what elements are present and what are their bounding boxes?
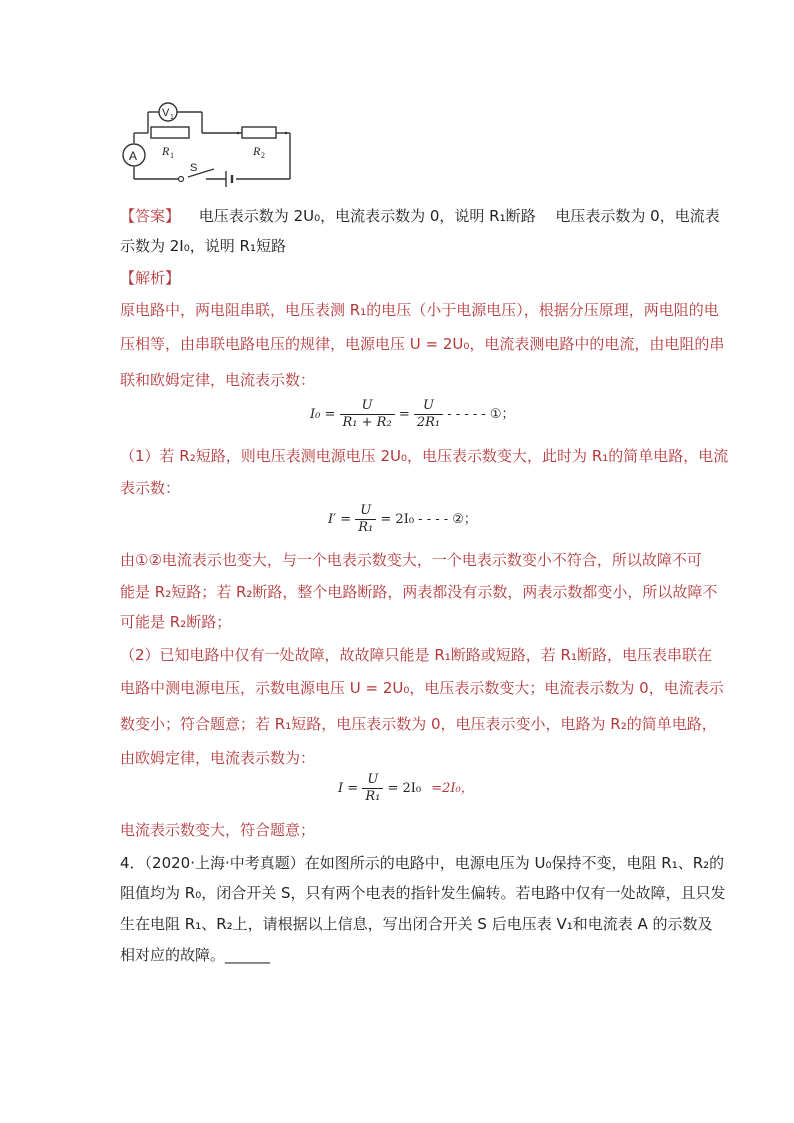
analysis-p4-line2: 电路中测电源电压，示数电源电压 U = 2U₀，电压表示数变大；电流表示数为 0，电流表示 — [120, 679, 724, 697]
question-line-1: 4．（2020·上海·中考真题）在如图所示的电路中，电源电压为 U₀保持不变，电阻 R₁、R₂的 — [120, 854, 725, 872]
analysis-p5: 电流表示数变大，符合题意； — [120, 821, 316, 839]
f2-tail: = 2I₀ - - - - ②； — [380, 512, 477, 527]
analysis-p3-line2: 能是 R₂短路；若 R₂断路，整个电路断路，两表都没有示数，两表示数都变小，所以故障不 — [120, 583, 718, 601]
resistor-r2 — [242, 127, 276, 138]
analysis-p1-line1: 原电路中，两电阻串联，电压表测 R₁的电压（小于电源电压），根据分压原理，两电阻的电 — [120, 301, 719, 319]
answer-line-2: 示数为 2I₀，说明 R₁短路 — [120, 237, 286, 255]
switch-icon — [179, 177, 184, 182]
f2-num: U — [355, 503, 376, 520]
formula-1 — [310, 398, 515, 431]
f1-left: I₀ = — [310, 407, 336, 422]
answer-line-1 — [120, 204, 720, 228]
analysis-p2-line2: 表示数： — [120, 479, 181, 497]
r1-sub: 1 — [170, 151, 174, 160]
resistor-r1 — [151, 127, 189, 138]
r1-label: R — [162, 144, 170, 158]
f2-den: R₁ — [358, 520, 374, 535]
question-line-2: 阻值均为 R₀，闭合开关 S，只有两个电表的指针发生偏转。若电路中仅有一处故障，且只发 — [120, 884, 726, 902]
f3-fraction — [362, 772, 383, 805]
f3-tail: =2I₀， — [431, 781, 474, 796]
f1-tail: - - - - - ①； — [447, 407, 515, 422]
analysis-p4-line4: 由欧姆定律，电流表示数为： — [120, 749, 316, 767]
analysis-p1-line3: 联和欧姆定律，电流表示数： — [120, 371, 316, 389]
analysis-p3-line1: 由①②电流表示也变大，与一个电表示数变大，一个电表示数变小不符合，所以故障不可 — [120, 551, 702, 569]
analysis-p4-line3: 数变小；符合题意；若 R₁短路，电压表示数为 0，电压表示变小，电路为 R₂的简单电路， — [120, 715, 717, 733]
f1-num2: U — [414, 398, 443, 415]
f2-fraction — [355, 503, 376, 536]
ammeter-label: A — [129, 149, 138, 163]
circuit-diagram — [118, 95, 298, 190]
f3-left: I = — [338, 781, 359, 796]
question-line-4: 相对应的故障。______ — [120, 946, 271, 964]
answer-tag: 【答案】 — [120, 207, 181, 225]
f2-left: I′ = — [328, 512, 352, 527]
question-line-3: 生在电阻 R₁、R₂上，请根据以上信息，写出闭合开关 S 后电压表 V₁和电流表 A 的示数及 — [120, 915, 713, 933]
f1-fraction-2 — [414, 398, 443, 431]
analysis-tag: 【解析】 — [120, 269, 181, 287]
analysis-p3-line3: 可能是 R₂断路； — [120, 613, 232, 631]
analysis-p4-line1: （2）已知电路中仅有一处故障，故故障只能是 R₁断路或短路，若 R₁断路，电压表串联在 — [120, 646, 712, 664]
f1-den1: R₁ + R₂ — [342, 415, 392, 430]
voltmeter-label: V — [162, 107, 170, 119]
analysis-p1-line2: 压相等，由串联电路电压的规律，电源电压 U = 2U₀，电流表测电路中的电流，由电阻的串 — [120, 335, 725, 353]
formula-3 — [338, 772, 474, 805]
f1-eq: = — [398, 407, 410, 422]
formula-2 — [328, 503, 477, 536]
f1-den2: 2R₁ — [416, 415, 441, 430]
switch-label: S — [190, 162, 198, 174]
analysis-p2-line1: （1）若 R₂短路，则电压表测电源电压 2U₀，电压表示数变大，此时为 R₁的简单电路，电流 — [120, 447, 729, 465]
f3-mid: = 2I₀ — [387, 781, 422, 796]
f1-num1: U — [340, 398, 395, 415]
r2-sub: 2 — [261, 151, 265, 160]
voltmeter-sub: 1 — [170, 114, 174, 121]
answer-text-1: 电压表示数为 2U₀，电流表示数为 0，说明 R₁断路 电压表示数为 0，电流表 — [198, 207, 720, 225]
r2-label: R — [253, 144, 261, 158]
f3-den: R₁ — [365, 789, 381, 804]
f1-fraction-1 — [340, 398, 395, 431]
f3-num: U — [362, 772, 383, 789]
